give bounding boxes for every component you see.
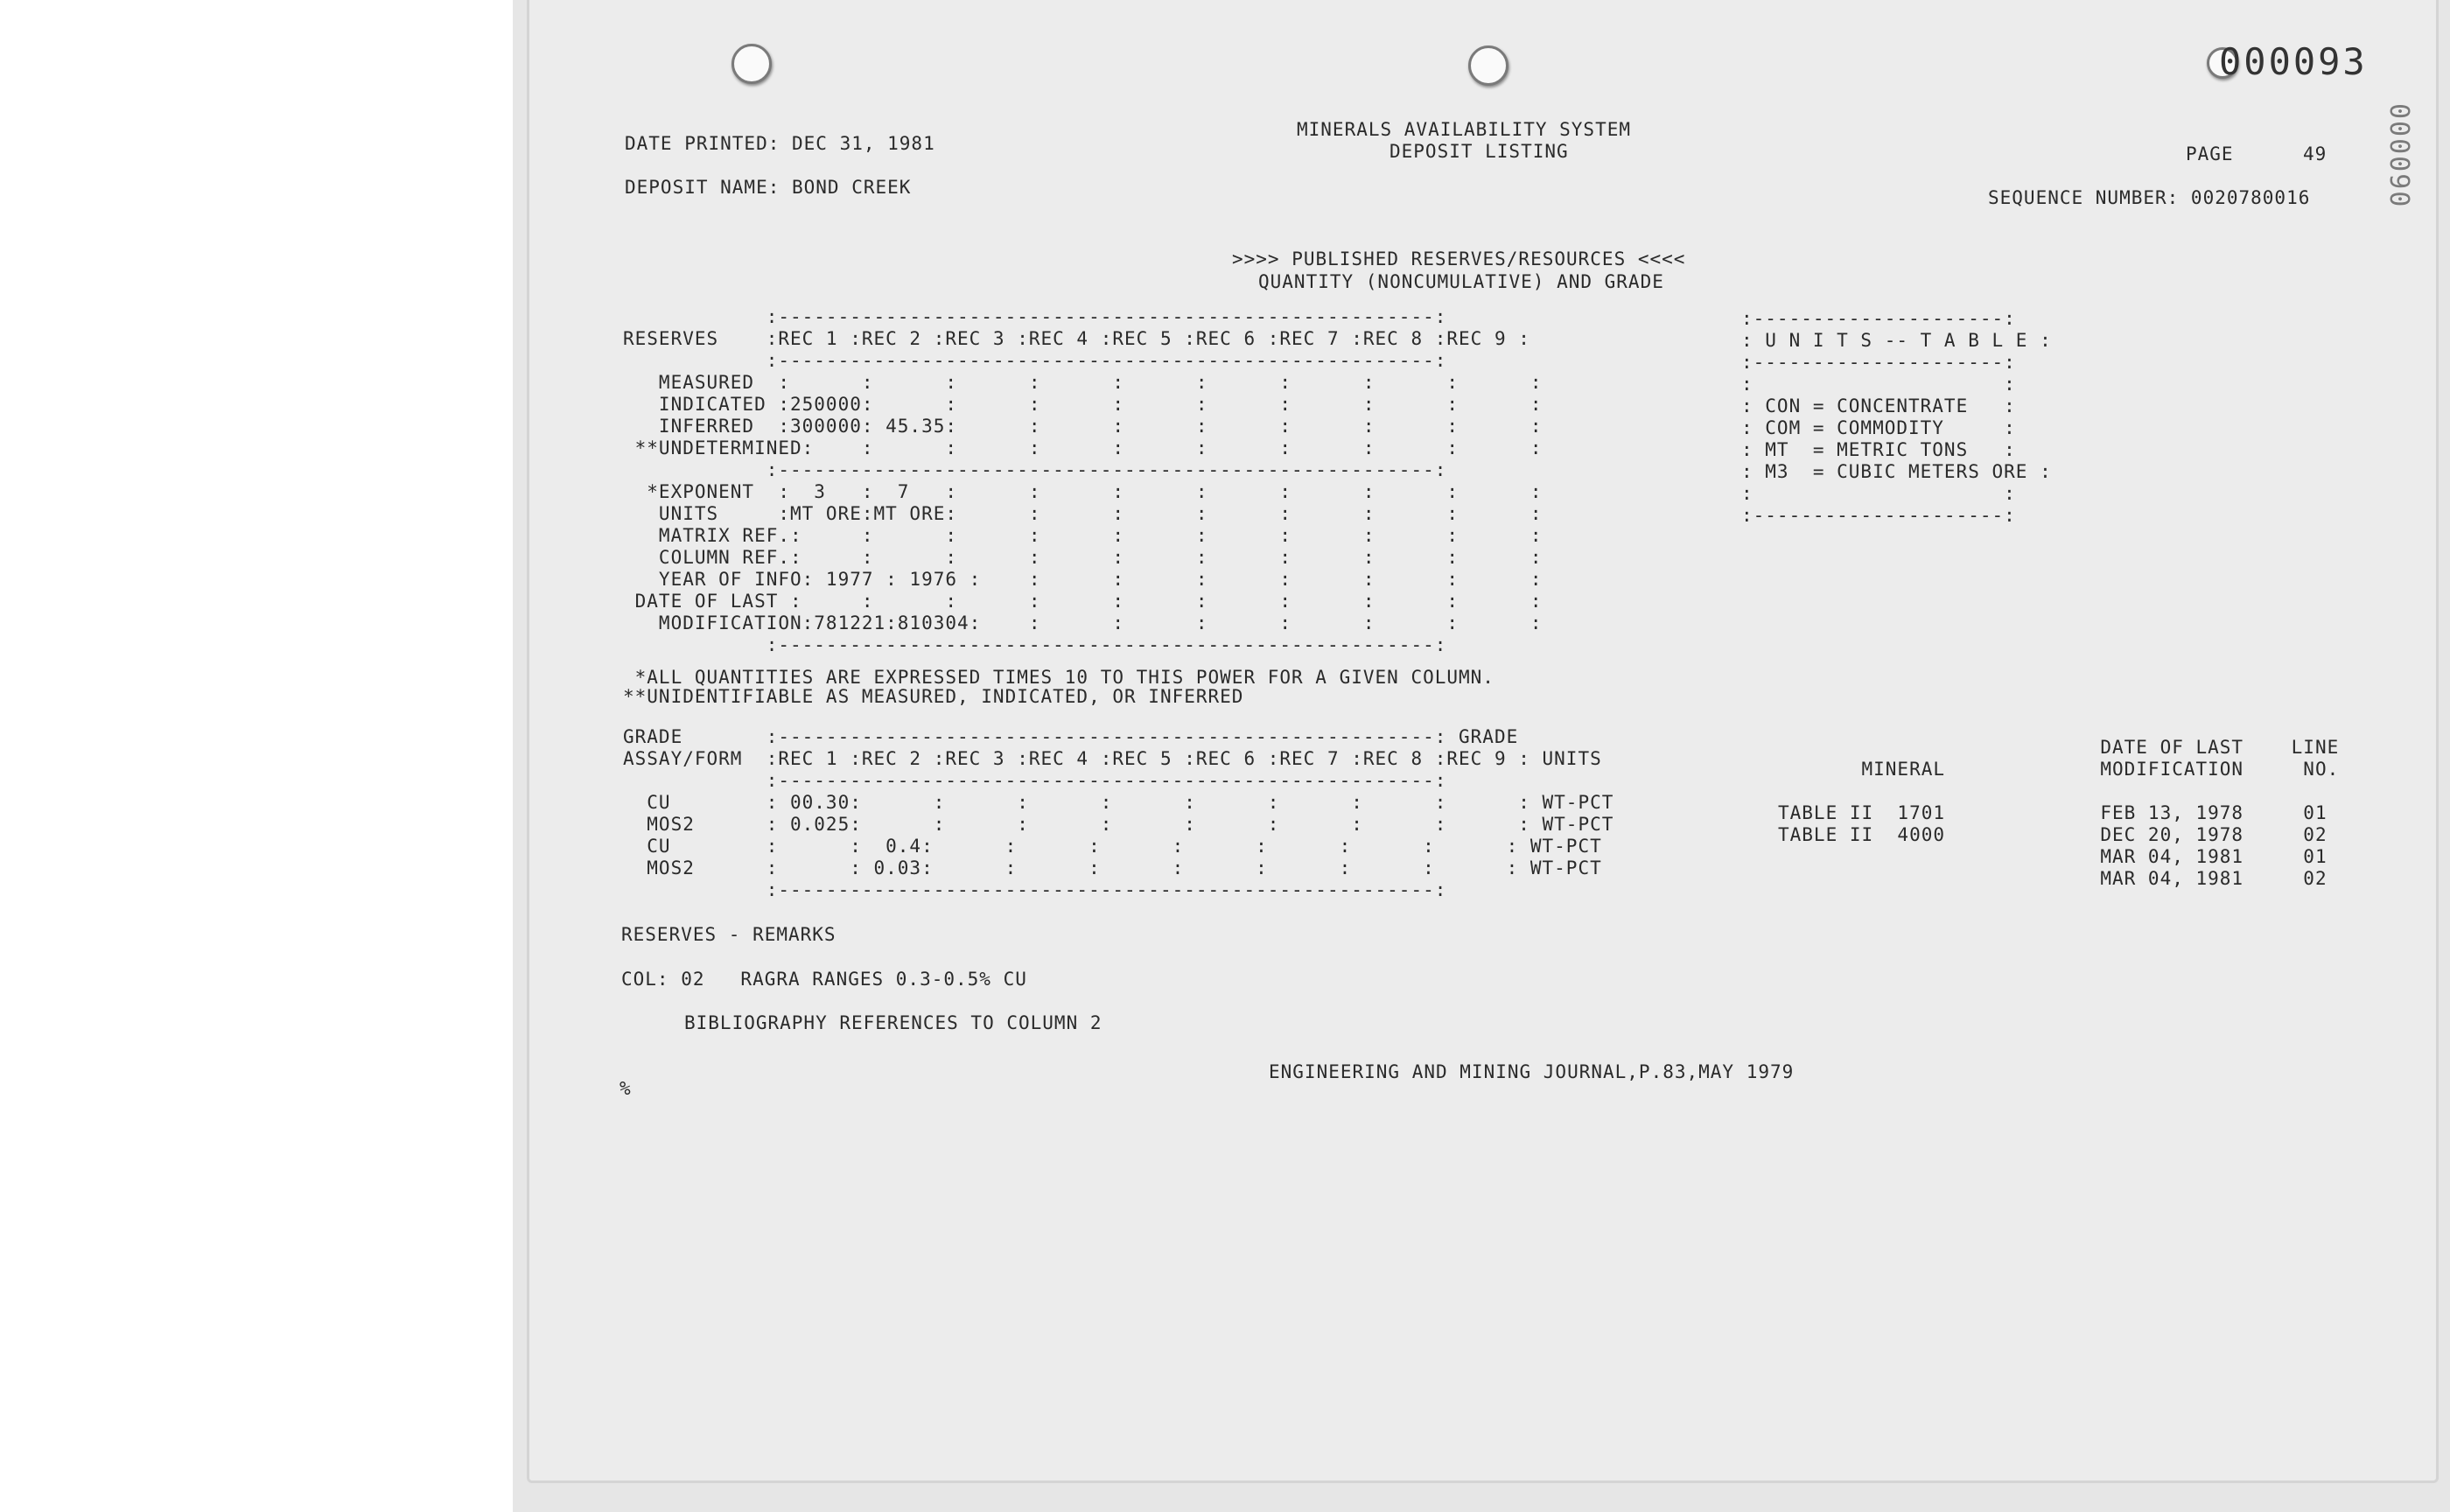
units-row: : MT = METRIC TONS : — [1741, 439, 2016, 460]
details-row: MINERAL MODIFICATION NO. — [1778, 759, 2340, 780]
table-row: :-------------------------------------------------------: — [623, 459, 1447, 480]
table-row: *EXPONENT : 3 : 7 : : : : : : : : — [623, 481, 1543, 502]
grade-row: :-------------------------------------------------------: — [623, 879, 1447, 900]
grade-row: ASSAY/FORM :REC 1 :REC 2 :REC 3 :REC 4 :REC 5 :REC 6 :REC 7 :REC 8 :REC 9 : UNITS — [623, 748, 1602, 769]
units-row: : M3 = CUBIC METERS ORE : — [1741, 461, 2052, 482]
page-label: PAGE — [2186, 144, 2234, 164]
date-printed: DATE PRINTED: DEC 31, 1981 — [625, 133, 935, 154]
table-row: :-------------------------------------------------------: — [623, 306, 1447, 327]
percent-mark: % — [620, 1078, 632, 1099]
units-row: : CON = CONCENTRATE : — [1741, 396, 2016, 416]
grade-row: GRADE :-------------------------------------------------------: GRADE — [623, 726, 1519, 747]
table-row: MATRIX REF.: : : : : : : : : : — [623, 525, 1543, 546]
table-row: MODIFICATION:781221:810304: : : : : : : : — [623, 612, 1543, 634]
grade-row: CU : : 0.4: : : : : : : : WT-PCT — [623, 836, 1602, 857]
grade-row: :-------------------------------------------------------: — [623, 770, 1447, 791]
table-row: DATE OF LAST : : : : : : : : : : — [623, 591, 1543, 612]
table-row: INDICATED :250000: : : : : : : : : — [623, 394, 1543, 415]
table-row: COLUMN REF.: : : : : : : : : : — [623, 547, 1543, 568]
document-number-stamp: 000093 — [2219, 40, 2368, 83]
grade-row: MOS2 : 0.025: : : : : : : : : WT-PCT — [623, 814, 1614, 835]
details-row: TABLE II 1701 FEB 13, 1978 01 — [1778, 802, 2328, 823]
footnote-undetermined: **UNIDENTIFIABLE AS MEASURED, INDICATED, OR INFERRED — [623, 686, 1244, 707]
details-row: DATE OF LAST LINE — [1778, 737, 2340, 758]
footnote-exponent: *ALL QUANTITIES ARE EXPRESSED TIMES 10 TO THIS POWER FOR A GIVEN COLUMN. — [623, 667, 1494, 688]
page-number: 49 — [2303, 144, 2328, 164]
table-row: UNITS :MT ORE:MT ORE: : : : : : : : — [623, 503, 1543, 524]
bibliography-heading: BIBLIOGRAPHY REFERENCES TO COLUMN 2 — [684, 1012, 1102, 1033]
section-subtitle: QUANTITY (NONCUMULATIVE) AND GRADE — [1258, 271, 1664, 292]
system-title: MINERALS AVAILABILITY SYSTEM — [1297, 119, 1632, 140]
listing-title: DEPOSIT LISTING — [1390, 141, 1569, 162]
units-row: : U N I T S -- T A B L E : — [1741, 330, 2052, 351]
deposit-name: DEPOSIT NAME: BOND CREEK — [625, 177, 912, 198]
grade-row: CU : 00.30: : : : : : : : : WT-PCT — [623, 792, 1614, 813]
grade-row: MOS2 : : 0.03: : : : : : : : WT-PCT — [623, 858, 1602, 878]
section-title: >>>> PUBLISHED RESERVES/RESOURCES <<<< — [1232, 248, 1686, 270]
table-row: INFERRED :300000: 45.35: : : : : : : : — [623, 416, 1543, 437]
details-row: TABLE II 4000 DEC 20, 1978 02 — [1778, 824, 2328, 845]
table-row: :-------------------------------------------------------: — [623, 634, 1447, 655]
remarks-title: RESERVES - REMARKS — [621, 924, 836, 945]
units-row: : : — [1741, 483, 2016, 504]
table-row: MEASURED : : : : : : : : : : — [623, 372, 1543, 393]
table-row: :-------------------------------------------------------: — [623, 350, 1447, 371]
remarks-col: COL: 02 RAGRA RANGES 0.3-0.5% CU — [621, 969, 1027, 990]
side-stamp: 000090 — [2384, 103, 2414, 209]
sequence-number: SEQUENCE NUMBER: 0020780016 — [1988, 187, 2311, 208]
units-row: :---------------------: — [1741, 505, 2016, 526]
units-row: : : — [1741, 374, 2016, 395]
table-row: YEAR OF INFO: 1977 : 1976 : : : : : : : : — [623, 569, 1543, 590]
details-row: MAR 04, 1981 02 — [1778, 868, 2328, 889]
table-row: **UNDETERMINED: : : : : : : : : : — [623, 438, 1543, 458]
details-row: MAR 04, 1981 01 — [1778, 846, 2328, 867]
bibliography-reference: ENGINEERING AND MINING JOURNAL,P.83,MAY 1979 — [1269, 1061, 1795, 1082]
punch-hole-center — [1468, 46, 1508, 86]
units-row: :---------------------: — [1741, 352, 2016, 373]
units-row: : COM = COMMODITY : — [1741, 417, 2016, 438]
units-row: :---------------------: — [1741, 308, 2016, 329]
table-row: RESERVES :REC 1 :REC 2 :REC 3 :REC 4 :REC 5 :REC 6 :REC 7 :REC 8 :REC 9 : — [623, 328, 1530, 349]
punch-hole-left — [732, 44, 772, 84]
